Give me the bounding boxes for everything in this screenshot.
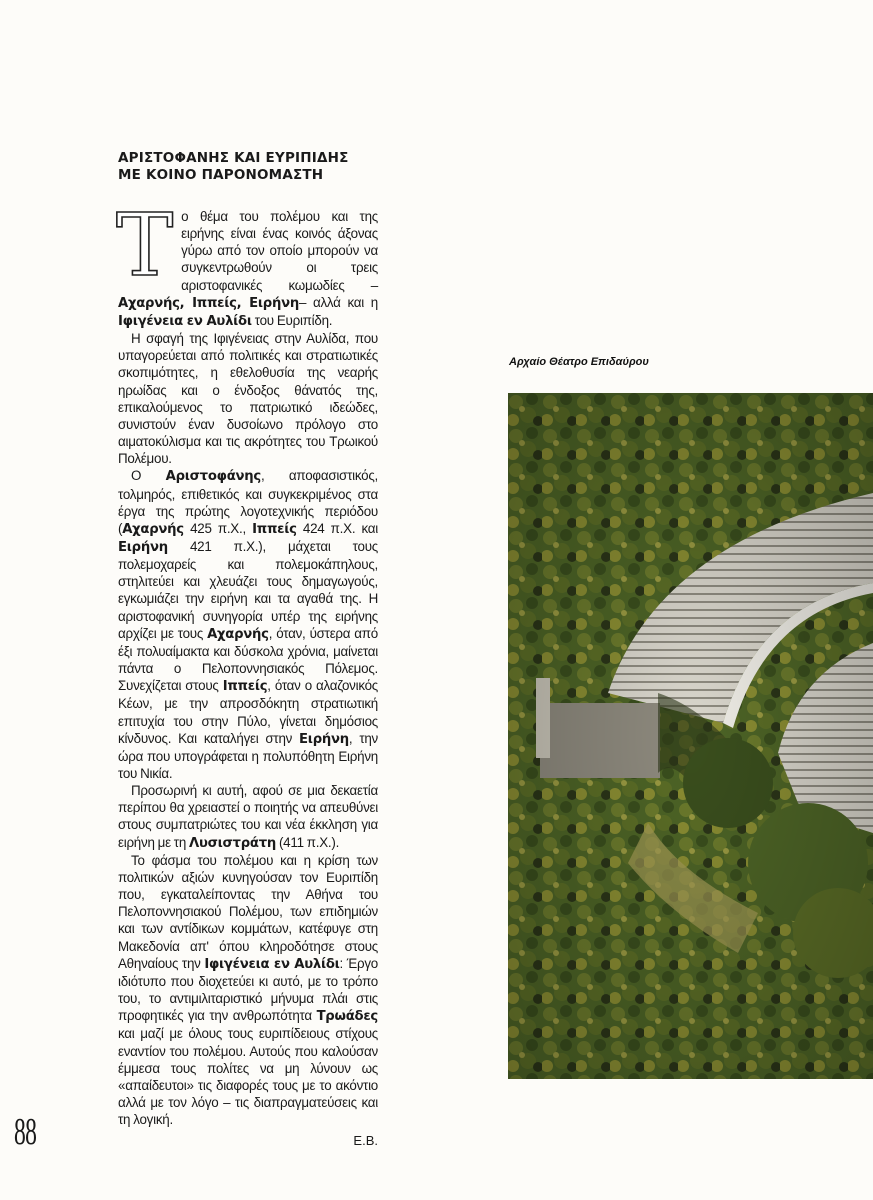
theatre-aerial-photo (508, 393, 873, 1079)
paragraph-2: Η σφαγή της Ιφιγένειας στην Αυλίδα, που υπαγορεύεται από πολιτικές και στρατιωτικές σκοπιμότητες, η εθελοθυσία της νεαρής ηρωίδας και ο ένδοξος θάνατός της, επικαλούμενος το πατριωτικό ιδεώδες, συνιστούν έναν δυσοίωνο πρόλογο στο αιματοκύλισμα και τις ακρότητες του Τρωικού Πολέμου. (118, 331, 378, 467)
light-overlay (508, 393, 873, 1079)
article-title (118, 150, 378, 184)
bold-title: Ιφιγένεια εν Αυλίδι (204, 956, 340, 972)
text-run: ο θέμα του πολέμου και της ειρήνης είναι ένας κοινός άξονας γύρω από τον οποίο μπορούν να συγκεντρωθούν οι τρεις αριστοφανικές κωμωδίες – (181, 209, 378, 293)
paragraph-1 (116, 196, 378, 330)
article-title-line-1: ΑΡΙΣΤΟΦΑΝΗΣ ΚΑΙ ΕΥΡΙΠΙΔΗΣ (118, 150, 349, 166)
bold-title: Ειρήνη (118, 539, 168, 555)
article-body (116, 196, 378, 1128)
drop-cap: Τ (116, 196, 174, 296)
text-run: Προσωρινή κι αυτή, αφού σε μια δεκαετία περίπου θα χρειαστεί ο ποιητής να απευθύνει στους συμπατριώτες του και νέα έκκληση για ειρήνη με τη (118, 783, 378, 850)
bold-title: Αχαρνής (207, 626, 269, 642)
paragraph-4 (118, 782, 378, 852)
bold-title: Λυσιστράτη (188, 835, 276, 851)
text-run: 424 π.Χ. και (296, 520, 378, 536)
text-run: (411 π.Χ.). (276, 834, 340, 850)
photo-caption: Αρχαίο Θέατρο Επιδαύρου (509, 356, 649, 368)
article-title-line-2: ΜΕ ΚΟΙΝΟ ΠΑΡΟΝΟΜΑΣΤΗ (118, 167, 324, 183)
text-run: 425 π.Χ., (183, 520, 253, 536)
bold-title: Ιππείς (252, 521, 297, 537)
text-run: – αλλά και η (298, 294, 378, 310)
paragraph-3 (118, 467, 378, 782)
text-run: Ο (131, 468, 166, 484)
bold-title: Αχαρνής, Ιππείς, Ειρήνη (118, 295, 299, 311)
text-run: του Ευριπίδη. (251, 312, 333, 328)
bold-title: Ιππείς (222, 679, 268, 695)
paragraph-5 (118, 852, 378, 1129)
text-run: Το φάσμα του πολέμου και η κρίση των πολιτικών αξιών κυνηγούσαν τον Ευριπίδη που, εγκαταλείποντας την Αθήνα του Πελοποννησιακού Πολέμου, των επιδημιών και των αντίδικων κομμάτων, κατέφυγε στη Μακεδονία απ' όπου κληροδότησε στους Αθηναίους την (118, 852, 378, 971)
text-run: : Έργο ιδιότυπο που διοχετεύει κι αυτό, με το τρόπο του, το αντιμιλιταριστικό μήνυμα πλάι στις προφητικές για την ανθρωπότητα (118, 955, 378, 1024)
text-run: , την ώρα που υπογράφεται η πολυπόθητη Ειρήνη του Νικία. (118, 730, 378, 781)
bold-title: Τρωάδες (316, 1009, 378, 1025)
page-number: 88 (14, 1111, 37, 1153)
text-run: και μαζί με όλους τους ευριπίδειους στίχους εναντίον του πολέμου. Αυτούς που καλούσαν έμμεσα τους πολίτες να μη λύνουν ως «απαίδευτοι» τις διαφορές τους με το ακόντιο αλλά με τον λόγο – τις διαπραγματεύσεις και τη λογική. (118, 1026, 378, 1128)
text-run: 421 π.Χ.), μάχεται τους πολεμοχαρείς και πολεμοκάπηλους, στηλιτεύει και χλευάζει τους δημαγωγούς, εγκωμιάζει την ειρήνη και τα αγαθά της. Η αριστοφανική συνηγορία υπέρ της ειρήνης αρχίζει με τους (118, 538, 378, 641)
bold-title: Ειρήνη (299, 731, 349, 747)
theatre-illustration (508, 393, 873, 1079)
text-run: , αποφασιστικός, τολμηρός, επιθετικός και συγκεκριμένος στα έργα της πρώτης λογοτεχνικής περιόδου ( (118, 468, 378, 536)
bold-title: Αχαρνής (122, 521, 184, 537)
bold-title: Ιφιγένεια εν Αυλίδι (118, 313, 252, 329)
author-signature: Ε.Β. (353, 1133, 378, 1148)
text-run: , όταν ο αλαζονικός Κέων, με την απροσδόκητη στρατιωτική επιτυχία του στην Πύλο, γίνεται δημόσιος κίνδυνος. Και καταλήγει στην (118, 678, 378, 746)
bold-name: Αριστοφάνης (165, 469, 261, 485)
text-run: , όταν, ύστερα από έξι πολυαίμακτα και δύσκολα χρόνια, μαίνεται πάντα ο Πελοποννησιακός Πόλεμος. Συνεχίζεται στους (118, 625, 378, 694)
